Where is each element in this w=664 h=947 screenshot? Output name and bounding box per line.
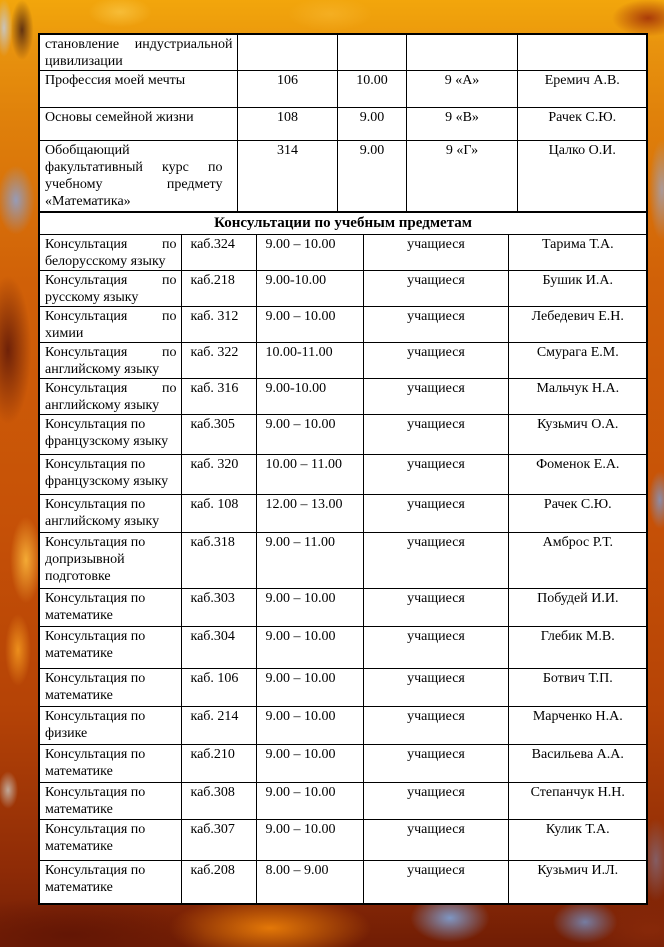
audience-cell: учащиеся (363, 861, 508, 903)
teacher-cell: Смурага Е.М. (508, 343, 646, 379)
table-row (40, 745, 646, 783)
table-row (40, 627, 646, 669)
room-cell (237, 35, 337, 71)
room-cell: каб.303 (181, 589, 256, 627)
table-row (40, 495, 646, 533)
teacher-cell: Лебедевич Е.Н. (508, 307, 646, 343)
table-row (40, 669, 646, 707)
room-cell: каб.324 (181, 235, 256, 271)
room-cell: каб.307 (181, 820, 256, 861)
room-cell: 108 (237, 108, 337, 141)
table-row (40, 861, 646, 903)
schedule-document (38, 33, 648, 905)
room-cell: каб.218 (181, 271, 256, 307)
time-cell (337, 35, 406, 71)
audience-cell: учащиеся (363, 415, 508, 455)
teacher-cell: Цалко О.И. (517, 141, 646, 212)
subject-cell: Консультация по английскому языку (40, 379, 181, 415)
audience-cell: учащиеся (363, 495, 508, 533)
time-cell: 9.00 – 10.00 (256, 745, 363, 783)
subject-cell: Основы семейной жизни (40, 108, 237, 141)
time-cell: 12.00 – 13.00 (256, 495, 363, 533)
subject-cell: Консультация по математике (40, 589, 181, 627)
class-cell: 9 «В» (406, 108, 517, 141)
audience-cell: учащиеся (363, 745, 508, 783)
subject-cell: становление индустриальной цивилизации (40, 35, 237, 71)
consultations-section-title: Консультации по учебным предметам (40, 213, 646, 235)
subject-cell: Консультация по математике (40, 783, 181, 820)
subject-cell: Профессия моей мечты (40, 71, 237, 108)
teacher-cell: Степанчук Н.Н. (508, 783, 646, 820)
table-section-header-row (40, 213, 646, 235)
room-cell: каб.308 (181, 783, 256, 820)
room-cell: каб. 108 (181, 495, 256, 533)
time-cell: 10.00 – 11.00 (256, 455, 363, 495)
table-row (40, 415, 646, 455)
audience-cell: учащиеся (363, 589, 508, 627)
time-cell: 9.00 – 10.00 (256, 415, 363, 455)
subject-cell: Консультация по математике (40, 627, 181, 669)
room-cell: каб.304 (181, 627, 256, 669)
audience-cell: учащиеся (363, 455, 508, 495)
room-cell: каб. 214 (181, 707, 256, 745)
audience-cell: учащиеся (363, 379, 508, 415)
time-cell: 9.00 (337, 141, 406, 212)
teacher-cell: Мальчук Н.А. (508, 379, 646, 415)
teacher-cell: Побудей И.И. (508, 589, 646, 627)
table-row (40, 35, 646, 71)
time-cell: 9.00-10.00 (256, 271, 363, 307)
time-cell: 9.00 – 10.00 (256, 235, 363, 271)
room-cell: каб.208 (181, 861, 256, 903)
teacher-cell: Еремич А.В. (517, 71, 646, 108)
teacher-cell: Кузьмич И.Л. (508, 861, 646, 903)
audience-cell: учащиеся (363, 627, 508, 669)
teacher-cell: Амброс Р.Т. (508, 533, 646, 589)
table-row (40, 455, 646, 495)
teacher-cell: Глебик М.В. (508, 627, 646, 669)
room-cell: каб.305 (181, 415, 256, 455)
events-table (40, 35, 646, 212)
subject-cell: Консультация по физике (40, 707, 181, 745)
table-row (40, 141, 646, 212)
table-row (40, 343, 646, 379)
subject-cell: Консультация по математике (40, 861, 181, 903)
subject-cell: Консультация по английскому языку (40, 495, 181, 533)
time-cell: 9.00 – 10.00 (256, 783, 363, 820)
room-cell: каб.318 (181, 533, 256, 589)
time-cell: 9.00 – 10.00 (256, 307, 363, 343)
room-cell: 314 (237, 141, 337, 212)
table-row (40, 533, 646, 589)
subject-cell: Консультация по математике (40, 745, 181, 783)
table-row (40, 235, 646, 271)
audience-cell: учащиеся (363, 271, 508, 307)
subject-cell: Консультация по математике (40, 820, 181, 861)
table-row (40, 108, 646, 141)
room-cell: каб. 320 (181, 455, 256, 495)
subject-cell: Консультация по химии (40, 307, 181, 343)
time-cell: 9.00 (337, 108, 406, 141)
room-cell: каб.210 (181, 745, 256, 783)
class-cell: 9 «А» (406, 71, 517, 108)
table-row (40, 307, 646, 343)
subject-cell: Консультация по русскому языку (40, 271, 181, 307)
table-row (40, 271, 646, 307)
table-row (40, 707, 646, 745)
table-row (40, 820, 646, 861)
audience-cell: учащиеся (363, 669, 508, 707)
teacher-cell: Тарима Т.А. (508, 235, 646, 271)
room-cell: каб. 312 (181, 307, 256, 343)
subject-cell: Консультация по французскому языку (40, 415, 181, 455)
teacher-cell: Рачек С.Ю. (508, 495, 646, 533)
table-row (40, 379, 646, 415)
time-cell: 9.00 – 10.00 (256, 707, 363, 745)
room-cell: 106 (237, 71, 337, 108)
teacher-cell: Васильева А.А. (508, 745, 646, 783)
teacher-cell: Марченко Н.А. (508, 707, 646, 745)
audience-cell: учащиеся (363, 820, 508, 861)
teacher-cell: Фоменок Е.А. (508, 455, 646, 495)
subject-cell: Консультация по допризывной подготовке (40, 533, 181, 589)
room-cell: каб. 316 (181, 379, 256, 415)
room-cell: каб. 106 (181, 669, 256, 707)
time-cell: 9.00 – 10.00 (256, 627, 363, 669)
room-cell: каб. 322 (181, 343, 256, 379)
subject-cell: Консультация по белорусскому языку (40, 235, 181, 271)
subject-cell: Обобщающий факультативный курс по учебному предмету «Математика» (40, 141, 237, 212)
time-cell: 9.00 – 10.00 (256, 669, 363, 707)
teacher-cell: Кузьмич О.А. (508, 415, 646, 455)
table-row (40, 783, 646, 820)
table-row (40, 71, 646, 108)
audience-cell: учащиеся (363, 783, 508, 820)
time-cell: 10.00-11.00 (256, 343, 363, 379)
subject-cell: Консультация по французскому языку (40, 455, 181, 495)
class-cell: 9 «Г» (406, 141, 517, 212)
teacher-cell: Рачек С.Ю. (517, 108, 646, 141)
teacher-cell: Бушик И.А. (508, 271, 646, 307)
time-cell: 9.00 – 10.00 (256, 589, 363, 627)
teacher-cell (517, 35, 646, 71)
teacher-cell: Ботвич Т.П. (508, 669, 646, 707)
time-cell: 9.00 – 10.00 (256, 820, 363, 861)
audience-cell: учащиеся (363, 307, 508, 343)
time-cell: 9.00 – 11.00 (256, 533, 363, 589)
audience-cell: учащиеся (363, 235, 508, 271)
teacher-cell: Кулик Т.А. (508, 820, 646, 861)
subject-cell: Консультация по английскому языку (40, 343, 181, 379)
audience-cell: учащиеся (363, 707, 508, 745)
subject-cell: Консультация по математике (40, 669, 181, 707)
time-cell: 10.00 (337, 71, 406, 108)
consultations-table (40, 212, 646, 903)
audience-cell: учащиеся (363, 533, 508, 589)
time-cell: 9.00-10.00 (256, 379, 363, 415)
table-row (40, 589, 646, 627)
audience-cell: учащиеся (363, 343, 508, 379)
time-cell: 8.00 – 9.00 (256, 861, 363, 903)
class-cell (406, 35, 517, 71)
